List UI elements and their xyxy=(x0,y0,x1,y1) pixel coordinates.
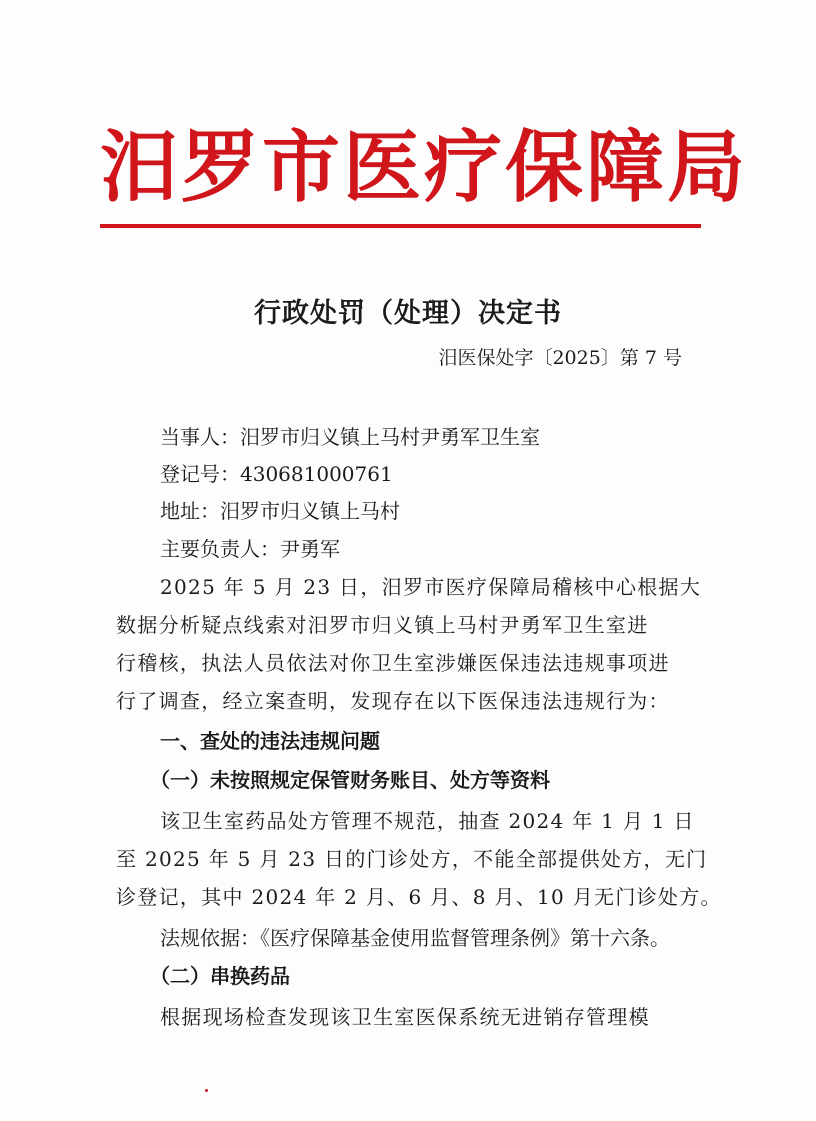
paragraph-line: 诊登记，其中 2024 年 2 月、6 月、8 月、10 月无门诊处方。 xyxy=(116,885,722,909)
party-address-line: 地址：汨罗市归义镇上马村 xyxy=(160,499,400,523)
paragraph-line: 根据现场检查发现该卫生室医保系统无进销存管理模 xyxy=(160,1005,650,1029)
intro-line: 行了调查，经立案查明，发现存在以下医保违法违规行为： xyxy=(116,689,670,713)
party-head-line: 主要负责人：尹勇军 xyxy=(160,537,340,561)
party-registration-line: 登记号：430681000761 xyxy=(160,462,393,486)
section-heading: 一、查处的违法违规问题 xyxy=(160,729,380,753)
intro-line: 行稽核，执法人员依法对你卫生室涉嫌医保违法违规事项进 xyxy=(116,651,670,675)
masthead-red-rule xyxy=(100,224,701,228)
legal-basis-line: 法规依据：《医疗保障基金使用监督管理条例》第十六条。 xyxy=(160,926,670,950)
subsection-heading: （二）串换药品 xyxy=(150,964,290,988)
intro-line: 2025 年 5 月 23 日，汨罗市医疗保障局稽核中心根据大 xyxy=(160,575,702,599)
document-title: 行政处罚（处理）决定书 xyxy=(254,298,562,329)
paragraph-line: 该卫生室药品处方管理不规范，抽查 2024 年 1 月 1 日 xyxy=(160,809,695,833)
red-speck xyxy=(205,1089,208,1092)
party-name-line: 当事人：汨罗市归义镇上马村尹勇军卫生室 xyxy=(160,425,540,449)
intro-line: 数据分析疑点线索对汨罗市归义镇上马村尹勇军卫生室进 xyxy=(116,613,649,637)
paragraph-line: 至 2025 年 5 月 23 日的门诊处方，不能全部提供处方，无门 xyxy=(116,847,708,871)
document-number: 汨医保处字〔2025〕第 7 号 xyxy=(438,347,682,369)
subsection-heading: （一）未按照规定保管财务账目、处方等资料 xyxy=(150,768,550,792)
masthead-org-name: 汨罗市医疗保障局 xyxy=(100,123,749,213)
